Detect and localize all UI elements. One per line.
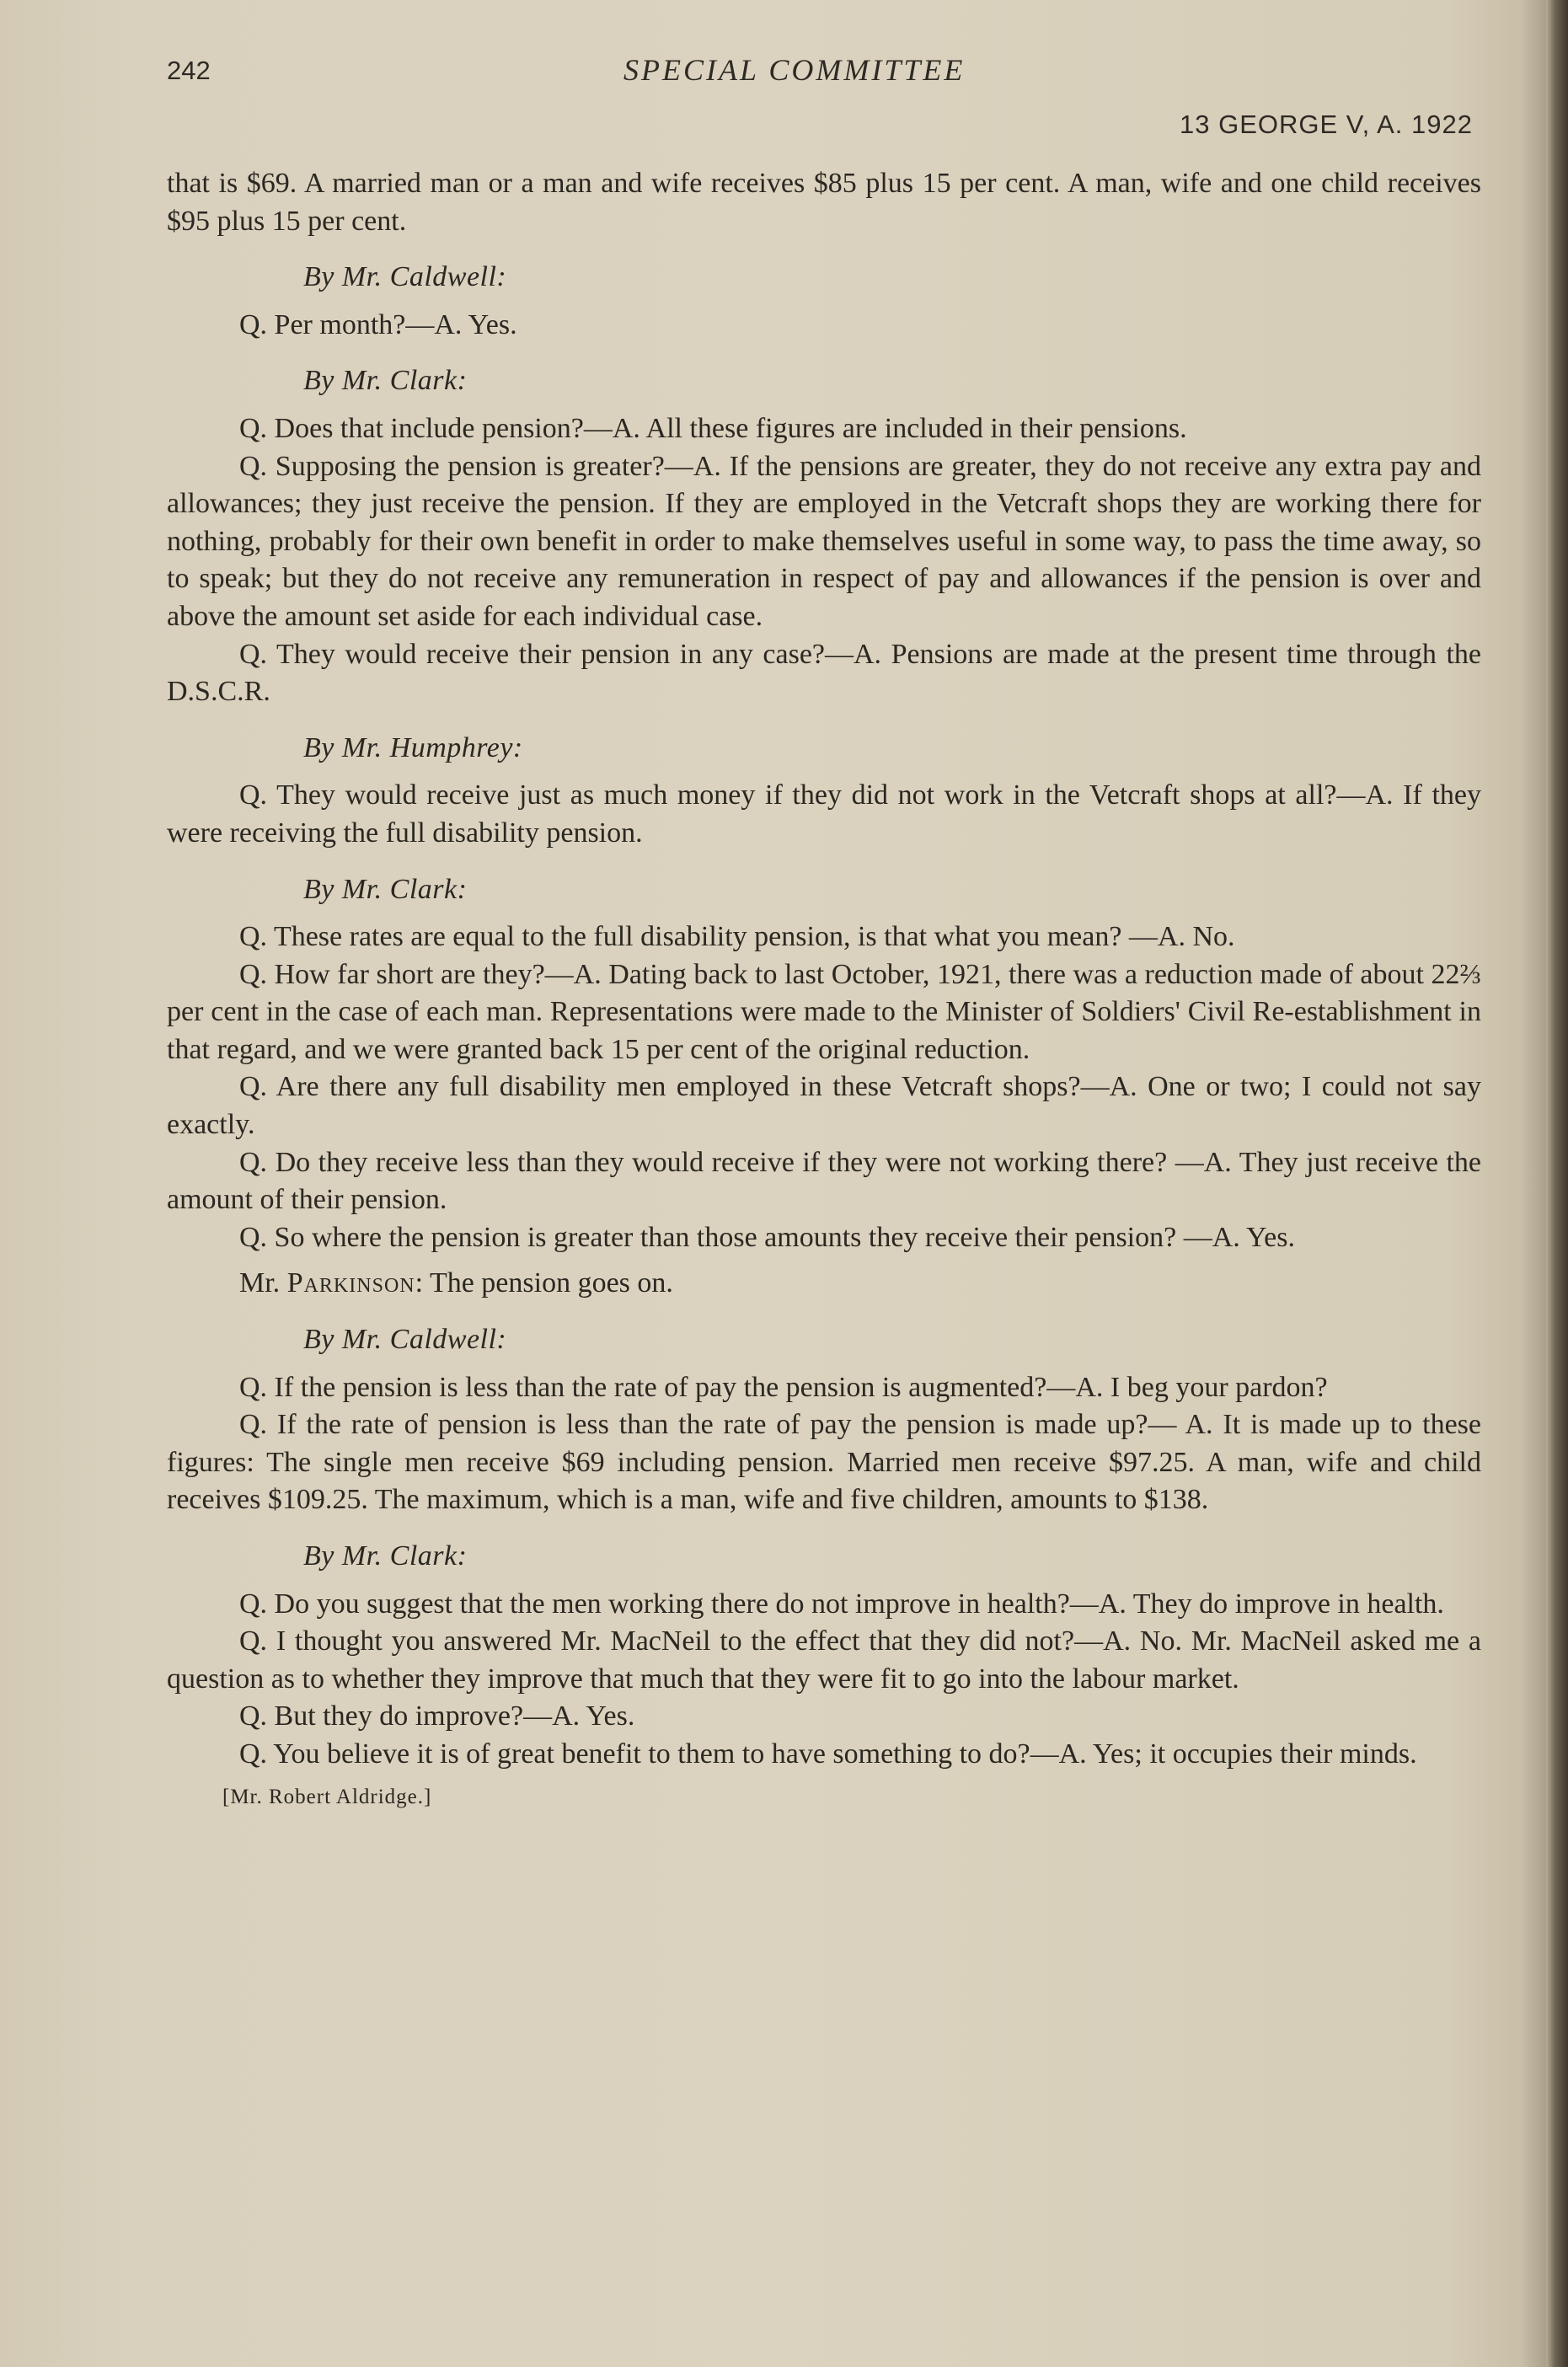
witness-footnote: [Mr. Robert Aldridge.]: [222, 1785, 432, 1808]
page-header: [167, 51, 1481, 152]
paragraph: Q. Per month?—A. Yes.: [239, 308, 517, 340]
paragraph: Q. Do you suggest that the men working there do not improve in health?—A. They do improve in health.: [239, 1588, 1444, 1620]
paragraph: Q. They would receive just as much money if they did not work in the Vetcraft shops at all?—A. If they were receiving the full disability pension.: [167, 779, 1481, 849]
speaker-heading: By Mr. Caldwell:: [303, 261, 507, 293]
speaker-heading: By Mr. Clark:: [303, 873, 468, 905]
paragraph: Q. Are there any full disability men employed in these Vetcraft shops?—A. One or two; I could not say exactly.: [167, 1071, 1481, 1141]
member-statement-text: : The pension goes on.: [415, 1267, 673, 1299]
member-prefix: Mr.: [239, 1267, 287, 1299]
paragraph: Q. They would receive their pension in any case?—A. Pensions are made at the present time through the D.S.C.R.: [167, 638, 1481, 708]
paragraph: Q. Does that include pension?—A. All these figures are included in their pensions.: [239, 412, 1187, 444]
paragraph: Q. If the pension is less than the rate of pay the pension is augmented?—A. I beg your pardon?: [239, 1371, 1328, 1403]
speaker-heading: By Mr. Clark:: [303, 1540, 468, 1572]
page-number: 242: [167, 56, 211, 85]
member-statement: [167, 1265, 1481, 1303]
session-info: 13 GEORGE V, A. 1922: [1180, 110, 1473, 139]
paragraph: Q. How far short are they?—A. Dating back to last October, 1921, there was a reduction made of about 22⅔ per cent in the case of each man. Representations were made to the Minister of Soldiers' Civil Re-establishment in that regard, and we were granted back 15 per cent of the original reduction.: [167, 958, 1481, 1065]
speaker-heading: By Mr. Humphrey:: [303, 731, 523, 763]
book-spine-shadow: [1546, 0, 1568, 2367]
paragraph: Q. Supposing the pension is greater?—A. If the pensions are greater, they do not receive any extra pay and allowances; they just receive the pension. If they are employed in the Vetcraft shops they are working there for nothing, probably for their own benefit in order to make themselves useful in some way, to pass the time away, so to speak; but they do not receive any remuneration in respect of pay and allowances if the pension is over and above the amount set aside for each individual case.: [167, 450, 1481, 632]
running-title: SPECIAL COMMITTEE: [623, 53, 966, 87]
member-name: Parkinson: [286, 1267, 415, 1299]
paragraph: Q. I thought you answered Mr. MacNeil to the effect that they did not?—A. No. Mr. MacNeil asked me a question as to whether they improve that much that they were fit to go into the labour market.: [167, 1625, 1481, 1695]
paragraph: Q. So where the pension is greater than those amounts they receive their pension? —A. Yes.: [239, 1221, 1295, 1253]
speaker-heading: By Mr. Clark:: [303, 365, 468, 397]
paragraph: Q. These rates are equal to the full disability pension, is that what you mean? —A. No.: [239, 921, 1235, 953]
paragraph: Q. But they do improve?—A. Yes.: [239, 1700, 635, 1732]
speaker-heading: By Mr. Caldwell:: [303, 1324, 507, 1356]
paragraph: Q. Do they receive less than they would receive if they were not working there? —A. They just receive the amount of their pension.: [167, 1146, 1481, 1216]
paragraph: that is $69. A married man or a man and wife receives $85 plus 15 per cent. A man, wife and one child receives $95 plus 15 per cent.: [167, 168, 1481, 237]
paragraph: Q. You believe it is of great benefit to them to have something to do?—A. Yes; it occupies their minds.: [239, 1738, 1417, 1770]
page-body: [167, 165, 1481, 1816]
paragraph: Q. If the rate of pension is less than the rate of pay the pension is made up?— A. It is made up to these figures: The single men receive $69 including pension. Married men receive $97.25. A man, wife and child receives $109.25. The maximum, which is a man, wife and five children, amounts to $138.: [167, 1409, 1481, 1516]
